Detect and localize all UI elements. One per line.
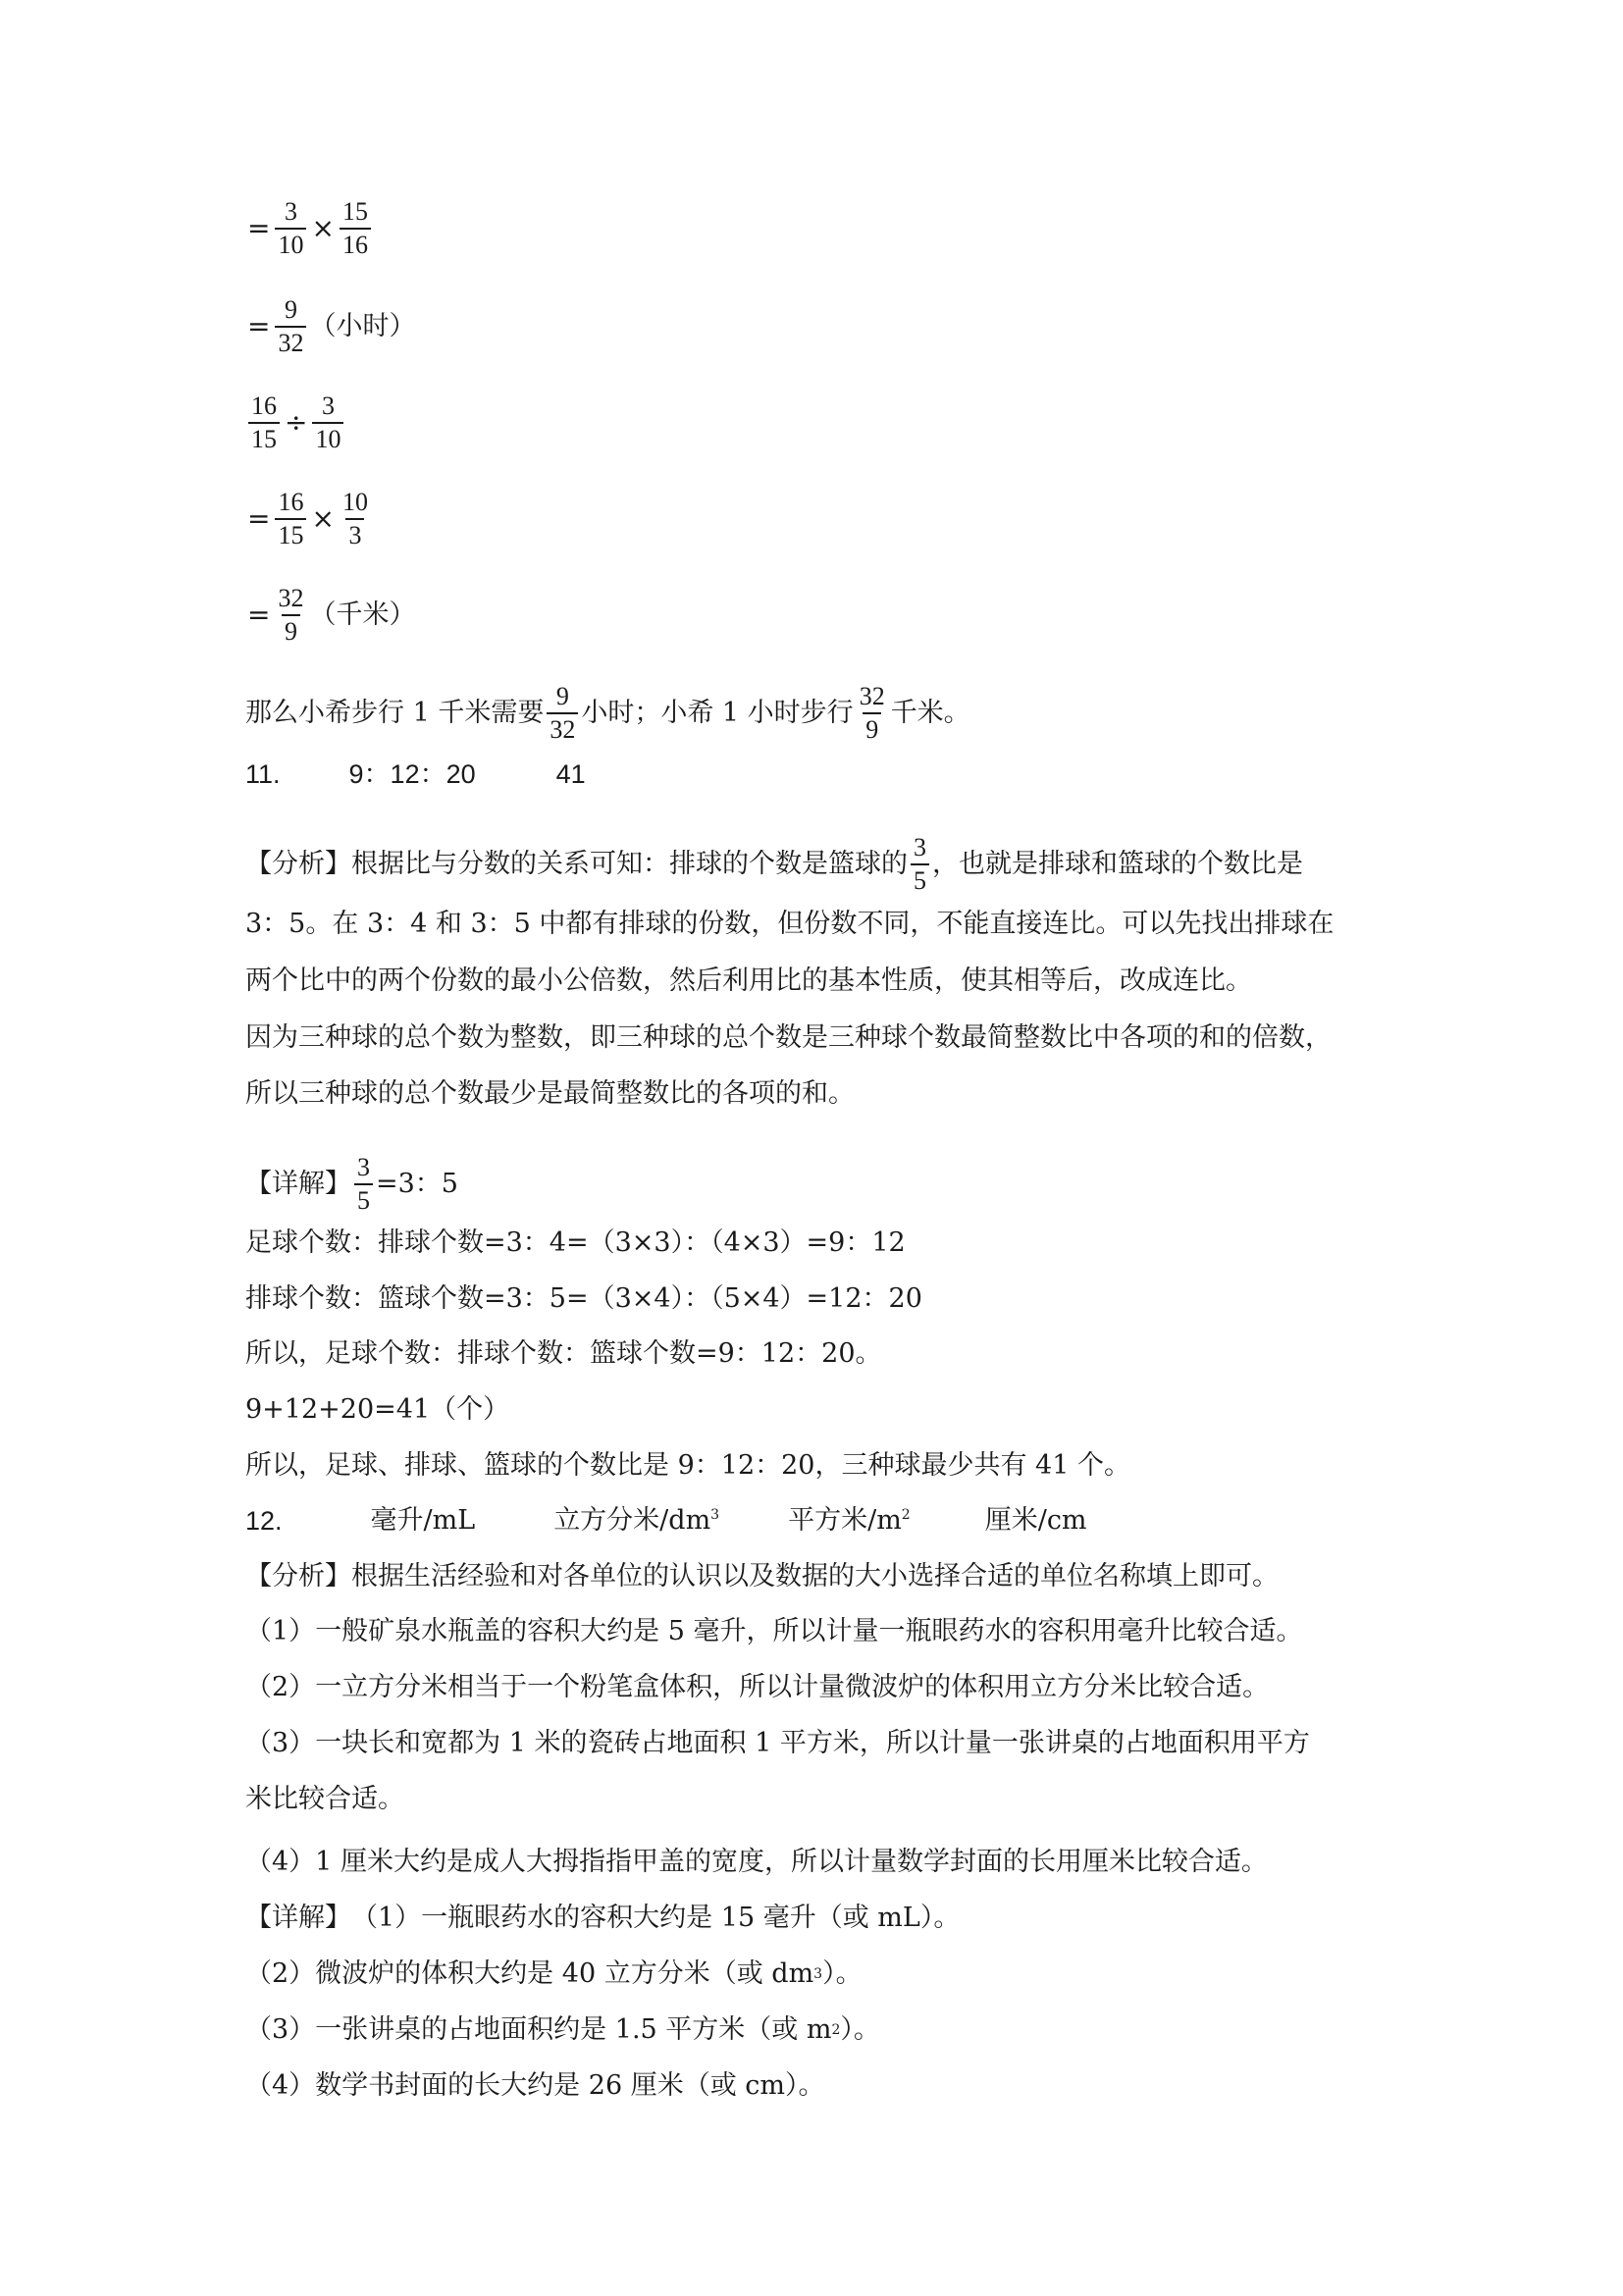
numerator: 16 [278, 488, 304, 516]
q12-answer-1: 毫升/mL [370, 1505, 476, 1536]
conclusion-text-1: 那么小希步行 1 千米需要 [245, 698, 545, 728]
answer-text: 平方米/m [788, 1505, 902, 1536]
q12-answer-2 [553, 1501, 719, 1540]
question-number: 11. [245, 759, 281, 789]
question-number: 12. [245, 1506, 283, 1536]
detail-text: =3：5 [376, 1169, 458, 1199]
q11-detail-line-6: 所以，足球、排球、篮球的个数比是 9：12：20，三种球最少共有 41 个。 [245, 1450, 1130, 1481]
conclusion-text-2: 小时；小希 1 小时步行 [581, 698, 854, 728]
detail-text: （3）一张讲桌的占地面积约是 1.5 平方米（或 m [245, 2014, 832, 2045]
q12-analysis-line-2: （1）一般矿泉水瓶盖的容积大约是 5 毫升，所以计量一瓶眼药水的容积用毫升比较合适。 [245, 1616, 1303, 1646]
denominator: 10 [275, 228, 306, 261]
fraction [340, 487, 371, 551]
denominator: 15 [275, 518, 306, 551]
superscript: 2 [901, 1507, 911, 1523]
q11-analysis-line-4: 因为三种球的总个数为整数，即三种球的总个数是三种球个数最简整数比中各项的和的倍数， [245, 1022, 1332, 1053]
analysis-text: ，也就是排球和篮球的个数比是 [932, 849, 1303, 879]
detail-text: （1）一瓶眼药水的容积大约是 15 毫升（或 mL）。 [351, 1903, 961, 1933]
fraction [857, 681, 888, 746]
equals-sign: = [247, 212, 271, 244]
detail-text: （2）微波炉的体积大约是 40 立方分米（或 dm [245, 1958, 814, 1989]
denominator: 16 [340, 228, 371, 261]
equals-sign: = [247, 502, 271, 535]
q11-analysis-line-1 [245, 832, 1303, 897]
numerator: 32 [859, 682, 885, 710]
detail-text: ）。 [822, 1958, 863, 1989]
analysis-text: 根据生活经验和对各单位的认识以及数据的大小选择合适的单位名称填上即可。 [351, 1561, 1279, 1592]
denominator: 5 [911, 863, 929, 897]
q12-answer-4: 厘米/cm [984, 1505, 1087, 1536]
analysis-text: 根据比与分数的关系可知：排球的个数是篮球的 [351, 849, 908, 879]
conclusion-text-3: 千米。 [890, 698, 970, 728]
unit-label: （千米） [309, 600, 416, 630]
analysis-label: 【分析】 [245, 1561, 351, 1592]
q11-analysis-line-5: 所以三种球的总个数最少是最简整数比的各项的和。 [245, 1078, 855, 1109]
detail-text: ）。 [840, 2014, 880, 2045]
q11-answer-total: 41 [555, 759, 586, 789]
numerator: 3 [284, 197, 297, 226]
fraction [275, 294, 306, 359]
fraction [911, 832, 929, 897]
q11-analysis-line-2: 3：5。在 3：4 和 3：5 中都有排球的份数，但份数不同，不能直接连比。可以先找出排球在 [245, 909, 1335, 939]
denominator: 32 [275, 326, 306, 359]
q11-analysis-line-3: 两个比中的两个份数的最小公倍数，然后利用比的基本性质，使其相等后，改成连比。 [245, 965, 1252, 996]
numerator: 16 [251, 391, 277, 420]
unit-label: （小时） [309, 311, 416, 341]
fraction [340, 196, 371, 261]
denominator: 32 [547, 712, 578, 746]
equals-sign: = [247, 599, 271, 631]
q12-detail-line-3: （3）一张讲桌的占地面积约是 1.5 平方米（或 m 2 ）。 [245, 2010, 880, 2050]
fraction [275, 487, 306, 551]
q11-detail-line-4: 所以，足球个数：排球个数：篮球个数=9：12：20。 [245, 1338, 882, 1369]
operator: × [311, 502, 335, 535]
numerator: 3 [321, 391, 335, 420]
q12-detail-line-1 [245, 1899, 960, 1938]
q11-answer-line [245, 755, 586, 794]
superscript: 3 [710, 1507, 720, 1523]
numerator: 10 [341, 488, 368, 516]
calc-line-4 [245, 487, 374, 551]
detail-label: 【详解】 [245, 1169, 351, 1199]
q12-analysis-line-4: （3）一块长和宽都为 1 米的瓷砖占地面积 1 平方米，所以计量一张讲桌的占地面积用平方 [245, 1728, 1310, 1758]
q12-analysis-line-3: （2）一立方分米相当于一个粉笔盒体积，所以计量微波炉的体积用立方分米比较合适。 [245, 1672, 1270, 1702]
numerator: 15 [341, 197, 368, 226]
denominator: 10 [312, 422, 343, 455]
numerator: 9 [555, 682, 569, 710]
q11-detail-line-5: 9+12+20=41（个） [245, 1394, 510, 1425]
q11-detail-line-2: 足球个数：排球个数=3：4=（3×3）：（4×3）=9：12 [245, 1227, 906, 1258]
q11-answer-ratio: 9：12：20 [348, 759, 476, 789]
q11-detail-line-1 [245, 1152, 458, 1217]
q12-analysis-line-5: 米比较合适。 [245, 1784, 404, 1814]
calc-line-2 [245, 294, 415, 359]
denominator: 9 [282, 614, 300, 648]
fraction [275, 583, 306, 648]
fraction [275, 196, 306, 261]
q12-detail-line-2: （2）微波炉的体积大约是 40 立方分米（或 dm 3 ）。 [245, 1955, 863, 1994]
q12-answer-3 [788, 1501, 911, 1540]
q12-analysis-line-1 [245, 1557, 1279, 1596]
calc-line-3 [245, 391, 346, 455]
numerator: 3 [357, 1153, 370, 1181]
fraction [312, 391, 343, 455]
q11-detail-line-3: 排球个数：篮球个数=3：5=（3×4）：（5×4）=12：20 [245, 1283, 922, 1314]
denominator: 3 [345, 518, 364, 551]
numerator: 32 [278, 584, 304, 612]
q12-analysis-line-6: （4）1 厘米大约是成人大拇指指甲盖的宽度，所以计量数学封面的长用厘米比较合适。 [245, 1847, 1268, 1877]
calc-line-1 [245, 196, 374, 261]
denominator: 9 [863, 712, 881, 746]
fraction [248, 391, 280, 455]
denominator: 15 [248, 422, 280, 455]
conclusion-line [245, 681, 970, 746]
calc-line-5 [245, 583, 415, 648]
q12-detail-line-4: （4）数学书封面的长大约是 26 厘米（或 cm）。 [245, 2070, 825, 2101]
equals-sign: = [247, 310, 271, 342]
answer-text: 立方分米/dm [553, 1505, 711, 1536]
q12-answer-line [245, 1501, 1087, 1540]
fraction [547, 681, 578, 746]
analysis-label: 【分析】 [245, 849, 351, 879]
detail-label: 【详解】 [245, 1903, 351, 1933]
numerator: 9 [284, 295, 297, 324]
numerator: 3 [914, 833, 926, 861]
fraction [354, 1152, 373, 1217]
denominator: 5 [354, 1183, 373, 1217]
operator: × [311, 212, 335, 244]
operator: ÷ [285, 406, 308, 439]
